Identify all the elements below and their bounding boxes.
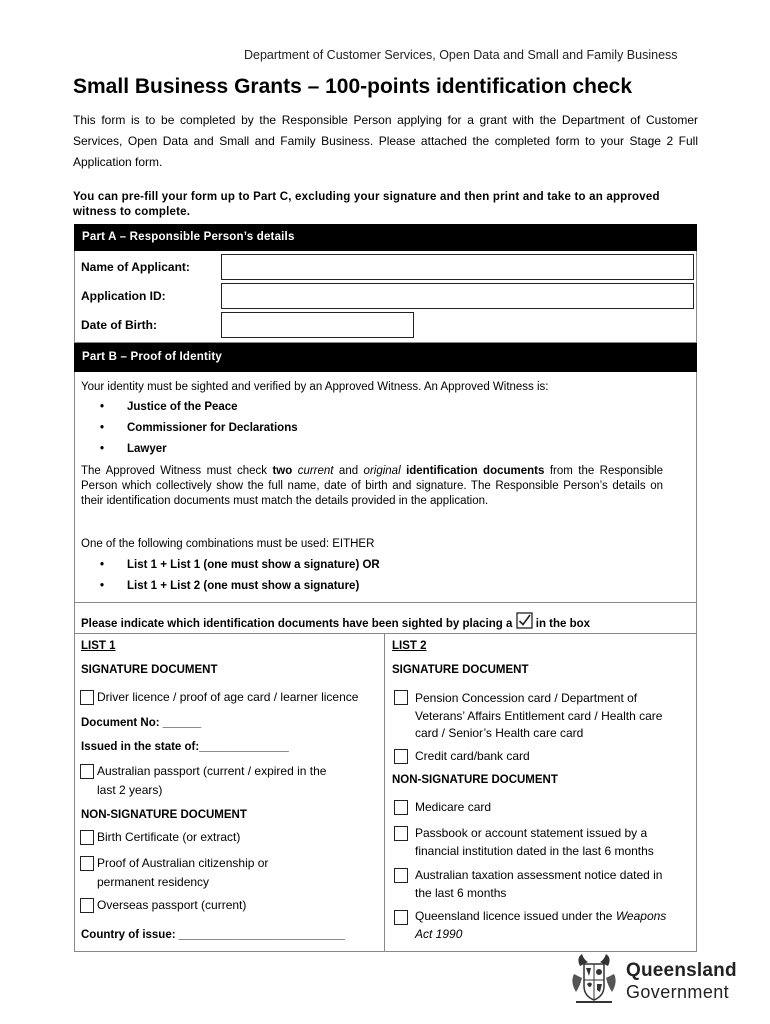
list2-sig-heading: SIGNATURE DOCUMENT	[392, 664, 529, 676]
witness-item: • Lawyer	[100, 443, 167, 455]
document-no-field[interactable]: Document No: ______	[81, 717, 202, 729]
intro-paragraph: This form is to be completed by the Responsible Person applying for a grant with the Department of Customer Services, Open Data and Small and Family Business. Please attached the completed form to your Stage 2 Full Application form.	[73, 113, 698, 169]
driver-licence-label: Driver licence / proof of age card / learner licence	[97, 690, 359, 704]
pension-label-line3: card / Senior’s Health care card	[415, 726, 584, 740]
indicate-instruction: Please indicate which identification documents have been sighted by placing a in the box	[81, 612, 590, 632]
overseas-passport-checkbox[interactable]	[80, 898, 94, 913]
appid-label: Application ID:	[81, 289, 166, 303]
weapons-label-line2: Act 1990	[415, 927, 463, 941]
credit-card-label: Credit card/bank card	[415, 749, 530, 763]
list-divider	[384, 633, 385, 952]
part-b-heading: Part B – Proof of Identity	[74, 343, 697, 372]
divider	[74, 633, 697, 634]
weapons-licence-checkbox[interactable]	[394, 910, 408, 925]
applicant-name-field[interactable]	[221, 254, 694, 280]
issued-state-field[interactable]: Issued in the state of:______________	[81, 741, 289, 753]
combo-item: • List 1 + List 2 (one must show a signature)	[100, 580, 360, 592]
passbook-label-line1: Passbook or account statement issued by a	[415, 826, 648, 840]
part-a-heading: Part A – Responsible Person’s details	[74, 224, 697, 251]
list1-heading: LIST 1	[81, 640, 116, 652]
checked-box-icon	[516, 612, 533, 632]
tax-label-line2: the last 6 months	[415, 886, 507, 900]
application-id-field[interactable]	[221, 283, 694, 309]
pension-card-checkbox[interactable]	[394, 690, 408, 705]
weapons-label-line1: Queensland licence issued under the Weapons	[415, 909, 667, 923]
citizenship-label-line2: permanent residency	[97, 875, 210, 889]
page-title: Small Business Grants – 100-points identification check	[73, 75, 633, 98]
passbook-checkbox[interactable]	[394, 826, 408, 841]
pension-label-line2: Veterans’ Affairs Entitlement card / Health care	[415, 709, 663, 723]
passbook-label-line2: financial institution dated in the last 6 months	[415, 844, 654, 858]
witness-intro: Your identity must be sighted and verified by an Approved Witness. An Approved Witness is:	[81, 381, 549, 393]
overseas-passport-label: Overseas passport (current)	[97, 898, 247, 912]
list1-nonsig-heading: NON-SIGNATURE DOCUMENT	[81, 809, 247, 821]
medicare-checkbox[interactable]	[394, 800, 408, 815]
logo-line2: Government	[626, 982, 730, 1002]
department-header: Department of Customer Services, Open Data and Small and Family Business	[244, 48, 678, 62]
birth-certificate-checkbox[interactable]	[80, 830, 94, 845]
prefill-note: You can pre-fill your form up to Part C, excluding your signature and then print and take to an approved witness to complete.	[73, 191, 660, 218]
citizenship-label-line1: Proof of Australian citizenship or	[97, 856, 269, 870]
driver-licence-checkbox[interactable]	[80, 690, 94, 705]
list1-sig-heading: SIGNATURE DOCUMENT	[81, 664, 218, 676]
citizenship-checkbox[interactable]	[80, 856, 94, 871]
logo-line1: Queensland	[626, 960, 737, 981]
medicare-label: Medicare card	[415, 800, 492, 814]
witness-item: • Justice of the Peace	[100, 401, 238, 413]
date-of-birth-field[interactable]	[221, 312, 414, 338]
birth-certificate-label: Birth Certificate (or extract)	[97, 830, 241, 844]
witness-check-paragraph: The Approved Witness must check two current and original identification documents from the Responsible Person which collectively show the full name, date of birth and signature. The Responsible Person’s details on their identification documents must match the details provided in the application.	[81, 465, 663, 507]
australian-passport-checkbox[interactable]	[80, 764, 94, 779]
combo-item: • List 1 + List 1 (one must show a signature) OR	[100, 559, 380, 571]
passport-label-line2: last 2 years)	[97, 783, 163, 797]
dob-label: Date of Birth:	[81, 318, 157, 332]
country-of-issue-field[interactable]: Country of issue: __________________________	[81, 929, 346, 941]
credit-card-checkbox[interactable]	[394, 749, 408, 764]
list2-heading: LIST 2	[392, 640, 427, 652]
tax-notice-checkbox[interactable]	[394, 868, 408, 883]
witness-item: • Commissioner for Declarations	[100, 422, 298, 434]
list2-nonsig-heading: NON-SIGNATURE DOCUMENT	[392, 774, 558, 786]
tax-label-line1: Australian taxation assessment notice dated in	[415, 868, 663, 882]
divider	[74, 602, 697, 603]
passport-label-line1: Australian passport (current / expired in the	[97, 764, 327, 778]
combo-intro: One of the following combinations must be used: EITHER	[81, 538, 375, 550]
pension-label-line1: Pension Concession card / Department of	[415, 691, 638, 705]
name-label: Name of Applicant:	[81, 260, 190, 274]
queensland-crest-icon	[566, 952, 622, 1013]
